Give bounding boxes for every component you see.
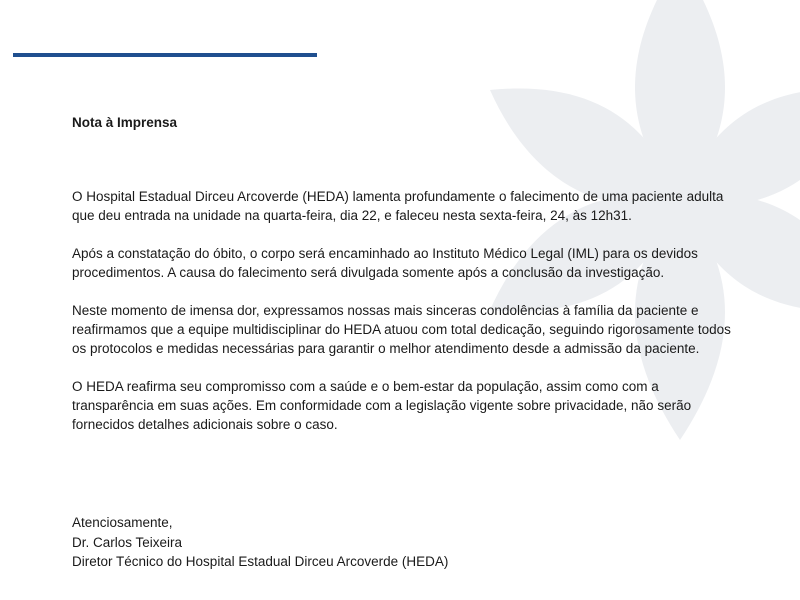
signature-block xyxy=(72,513,448,572)
header-rule xyxy=(13,53,317,57)
paragraph-procedure: Após a constatação do óbito, o corpo será encaminhado ao Instituto Médico Legal (IML) para os devidos procedimentos. A causa do falecimento será divulgada somente após a conclusão da investigação. xyxy=(72,246,698,280)
signature-role: Diretor Técnico do Hospital Estadual Dirceu Arcoverde (HEDA) xyxy=(72,554,449,569)
signature-closing: Atenciosamente, xyxy=(72,515,173,530)
paragraph-commitment: O HEDA reafirma seu compromisso com a saúde e o bem-estar da população, assim como com a transparência em suas ações. Em conformidade com a legislação vigente sobre privacidade, não serão fornecidos detalhes adicionais sobre o caso. xyxy=(72,379,692,432)
document-body xyxy=(72,187,732,453)
document-title: Nota à Imprensa xyxy=(72,115,178,130)
paragraph-condolences: Neste momento de imensa dor, expressamos nossas mais sinceras condolências à família da paciente e reafirmamos que a equipe multidisciplinar do HEDA atuou com total dedicação, seguindo rigorosamente todos os protocolos e medidas necessárias para garantir o melhor atendimento desde a admissão da paciente. xyxy=(72,303,731,356)
signature-name: Dr. Carlos Teixeira xyxy=(72,534,183,550)
paragraph-intro: O Hospital Estadual Dirceu Arcoverde (HEDA) lamenta profundamente o falecimento de uma paciente adulta que deu entrada na unidade na quarta-feira, dia 22, e faleceu nesta sexta-feira, 24, às 12h31. xyxy=(72,189,724,223)
